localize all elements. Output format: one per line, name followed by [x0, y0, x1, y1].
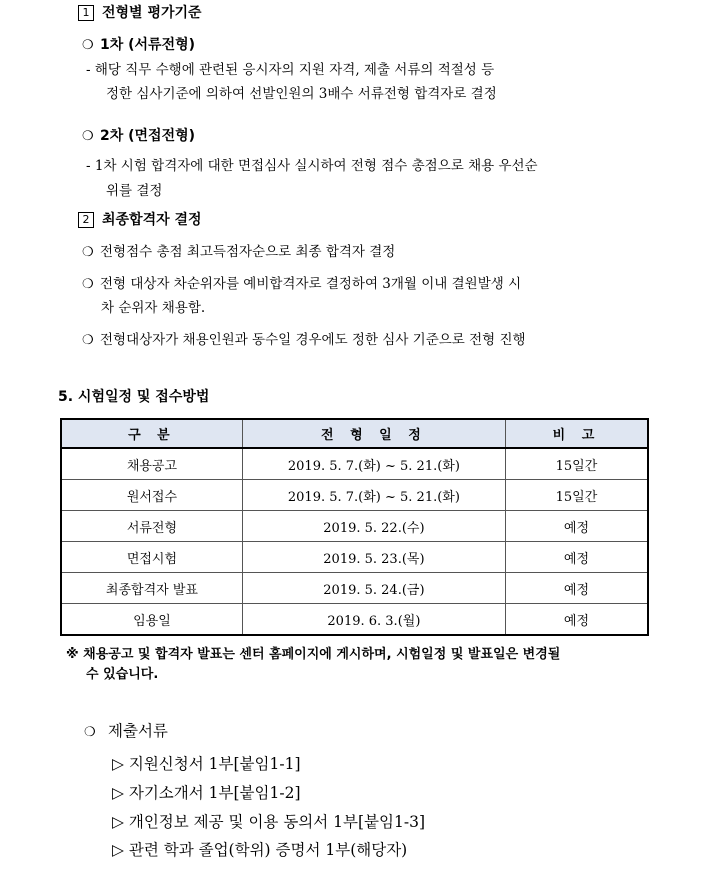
table-header-row	[61, 419, 648, 448]
circle-bullet-icon: ❍	[82, 245, 94, 260]
documents-heading	[84, 719, 168, 741]
table-row	[61, 604, 648, 636]
table-row	[61, 573, 648, 604]
row-category: 서류전형	[61, 511, 242, 542]
schedule-table	[60, 418, 649, 636]
stage2-line-2: 위를 결정	[106, 183, 163, 199]
row-remark: 15일간	[505, 480, 648, 511]
row-category: 최종합격자 발표	[61, 573, 242, 604]
row-date: 2019. 5. 23.(목)	[242, 542, 505, 573]
reference-mark: ※	[66, 647, 79, 662]
row-remark: 예정	[505, 542, 648, 573]
table-row	[61, 448, 648, 480]
schedule-title: 5. 시험일정 및 접수방법	[58, 389, 210, 405]
row-date: 2019. 5. 24.(금)	[242, 573, 505, 604]
row-date: 2019. 5. 22.(수)	[242, 511, 505, 542]
row-remark: 예정	[505, 604, 648, 636]
decision-bullet-3: ❍ 전형대상자가 채용인원과 동수일 경우에도 정한 심사 기준으로 전형 진행	[82, 332, 526, 348]
row-date: 2019. 5. 7.(화) ~ 5. 21.(화)	[242, 480, 505, 511]
header-category: 구 분	[61, 419, 242, 448]
row-remark: 예정	[505, 511, 648, 542]
stage1-line-1: - 해당 직무 수행에 관련된 응시자의 지원 자격, 제출 서류의 적절성 등	[86, 62, 495, 78]
triangle-right-icon: ▷	[112, 841, 124, 859]
circle-bullet-icon: ❍	[82, 129, 94, 144]
section2-number: 2	[78, 212, 94, 228]
stage2-line-1: - 1차 시험 합격자에 대한 면접심사 실시하여 전형 점수 총점으로 채용 우선순	[86, 158, 538, 174]
row-category: 임용일	[61, 604, 242, 636]
stage1-heading	[82, 34, 195, 54]
circle-bullet-icon: ❍	[82, 333, 94, 348]
triangle-right-icon: ▷	[112, 813, 124, 831]
row-category: 원서접수	[61, 480, 242, 511]
dash-marker: -	[86, 158, 91, 174]
triangle-right-icon: ▷	[112, 755, 124, 773]
stage2-title: 2차 (면접전형)	[100, 128, 196, 144]
decision-bullet-2: ❍ 전형 대상자 차순위자를 예비합격자로 결정하여 3개월 이내 결원발생 시	[82, 276, 522, 292]
table-row	[61, 480, 648, 511]
table-row	[61, 542, 648, 573]
document-item: ▷ 자기소개서 1부[붙임1-2]	[112, 784, 301, 802]
stage1-line-2: 정한 심사기준에 의하여 선발인원의 3배수 서류전형 합격자로 결정	[106, 86, 497, 102]
row-remark: 15일간	[505, 448, 648, 480]
row-remark: 예정	[505, 573, 648, 604]
header-remarks: 비 고	[505, 419, 648, 448]
documents-title: 제출서류	[108, 722, 168, 740]
circle-bullet-icon: ❍	[82, 38, 94, 53]
document-item: ▷ 관련 학과 졸업(학위) 증명서 1부(해당자)	[112, 841, 408, 859]
section1-number: 1	[78, 5, 94, 21]
table-row	[61, 511, 648, 542]
schedule-note-line-2: 수 있습니다.	[86, 667, 159, 682]
row-date: 2019. 6. 3.(월)	[242, 604, 505, 636]
section2-heading	[78, 209, 202, 229]
section2-title: 최종합격자 결정	[102, 212, 202, 228]
header-schedule: 전 형 일 정	[242, 419, 505, 448]
stage1-title: 1차 (서류전형)	[100, 37, 196, 53]
dash-marker: -	[86, 62, 91, 78]
row-category: 채용공고	[61, 448, 242, 480]
triangle-right-icon: ▷	[112, 784, 124, 802]
document-item: ▷ 개인정보 제공 및 이용 동의서 1부[붙임1-3]	[112, 813, 426, 831]
decision-bullet-1: ❍ 전형점수 총점 최고득점자순으로 최종 합격자 결정	[82, 244, 396, 260]
schedule-note: ※ 채용공고 및 합격자 발표는 센터 홈페이지에 게시하며, 시험일정 및 발표일은 변경될	[66, 647, 561, 662]
circle-bullet-icon: ❍	[82, 277, 94, 292]
row-date: 2019. 5. 7.(화) ~ 5. 21.(화)	[242, 448, 505, 480]
section1-title: 전형별 평가기준	[102, 5, 202, 21]
document-item: ▷ 지원신청서 1부[붙임1-1]	[112, 755, 301, 773]
stage2-heading	[82, 125, 195, 145]
section1-heading	[78, 2, 202, 22]
row-category: 면접시험	[61, 542, 242, 573]
decision-bullet-2-line-2: 차 순위자 채용함.	[101, 300, 206, 316]
circle-bullet-icon: ❍	[84, 725, 96, 740]
